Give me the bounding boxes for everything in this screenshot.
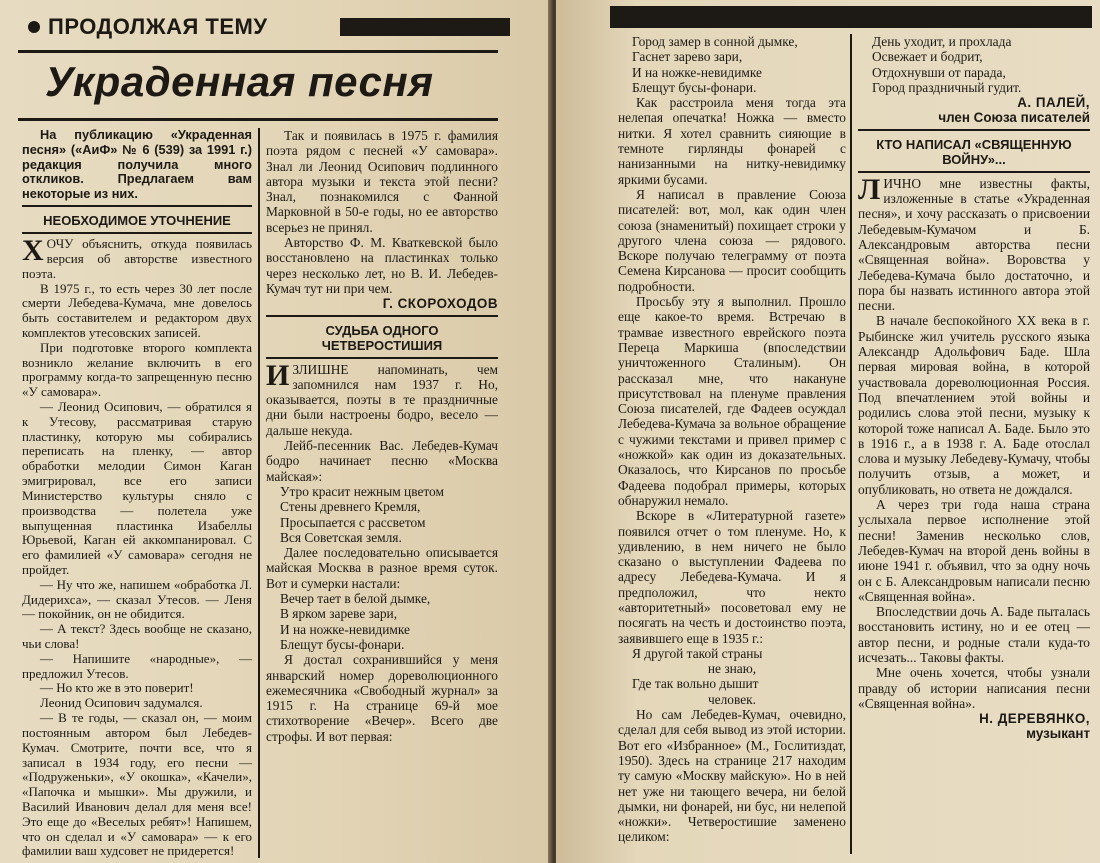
paragraph: — Ну что же, напишем «обработка Л. Дидерихса», — сказал Утесов. — Леня — покойник, он не обидится. xyxy=(22,576,252,622)
poem-line: Стены древнего Кремля, xyxy=(280,499,421,515)
column-2 xyxy=(266,128,498,744)
signature: Н. ДЕРЕВЯНКО, xyxy=(979,711,1090,727)
poem-line: Блещут бусы-фонари. xyxy=(280,636,405,652)
rubric-label: ПРОДОЛЖАЯ ТЕМУ xyxy=(48,14,268,39)
poem-line: Город замер в сонной дымке, xyxy=(632,34,798,49)
paragraph: Я достал сохранившийся у меня январский номер дореволюционного ежемесячника «Свободный журнал» за 1915 г. На странице 69-й мое стихотворение «Вечер». Всего две строфы. И вот первая: xyxy=(266,652,498,744)
paragraph: При подготовке второго комплекта возникло желание включить в его программу когда-то запрещенную песню «У самовара». xyxy=(22,339,252,400)
lead-text: На публикацию «Украденная песня» («АиФ» № 6 (539) за 1991 г.) редакция получила много откликов. Предлагаем вам некоторые из них. xyxy=(22,127,252,202)
column-divider xyxy=(258,128,260,858)
drop-cap: Х xyxy=(22,234,44,268)
divider xyxy=(18,118,498,121)
divider xyxy=(22,232,252,234)
bullet-icon xyxy=(28,21,40,33)
article-title: СУДЬБА ОДНОГО ЧЕТВЕРОСТИШИЯ xyxy=(321,322,443,353)
article-title: НЕОБХОДИМОЕ УТОЧНЕНИЕ xyxy=(43,213,231,229)
rubric-header xyxy=(18,14,498,40)
drop-cap: И xyxy=(266,358,290,392)
paragraph: Но сам Лебедев-Кумач, очевидно, сделал для себя вывод из этой истории. Вот его «Избранное» (М., Гослитиздат, 1950). Здесь на странице 217 находим ту самую «Москву майскую». Но в ней нет уже ни тающего вечера, ни белой дымки, ни фонарей, ни бус, ни нелепой «ножки». Четверостишие заменено целиком: xyxy=(618,707,846,845)
article-title: КТО НАПИСАЛ «СВЯЩЕННУЮ ВОЙНУ»... xyxy=(876,136,1072,167)
column-3 xyxy=(618,34,846,845)
paragraph: Просьбу эту я выполнил. Прошло еще какое-то время. Встречаю в трамвае известного еврейского поэта Переца Маркиша (впоследствии уничтоженного Сталиным). Он рассказал мне, что накануне присутствовал на пленуме правления Союза писателей, где Фадеев осуждал Лебедева-Кумача за вольное обращение с чужими текстами и привел пример с «ножкой» как один из доказательных. Оказалось, что Кирсанов по просьбе Фадеева подобрал примеры, которых обнаружил немало. xyxy=(618,294,846,508)
paragraph: Леонид Осипович задумался. xyxy=(40,695,203,711)
signature-role: член Союза писателей xyxy=(938,110,1090,126)
rubric-bar xyxy=(340,18,510,36)
drop-cap: Л xyxy=(858,172,881,206)
divider xyxy=(22,205,252,207)
paragraph: — В те годы, — сказал он, — моим постоянным автором был Лебедев-Кумач. Смотрите, почти все, что я записал в 1934 году, его песни — «Подруженьки», «У окошка», «Качели», «Папочка и мышки». Мы дружили, и Василий Иванович делал для меня все! Это еще до «Веселых ребят»! Напишем, что он сделал и «У самовара» — к его фамилии ваш худсовет не придерется! xyxy=(22,710,252,859)
paragraph: Авторство Ф. М. Кваткевской было восстановлено на пластинках только через несколько лет, но В. И. Лебедев-Кумач тут ни при чем. xyxy=(266,235,498,296)
poem-line: Город праздничный гудит. xyxy=(872,79,1022,95)
poem-line: Блещут бусы-фонари. xyxy=(632,79,757,95)
paragraph: — Но кто же в это поверит! xyxy=(40,680,194,696)
signature-role: музыкант xyxy=(1026,726,1090,742)
paragraph: ЛИЧНО мне известны факты, изложенные в статье «Украденная песня», и хочу рассказать о присвоении Лебедевым-Кумачом и Б. Александровым авторства песни «Священная война». Воровства у Лебедева-Кумача было достаточно, и пора бы назвать истинного автора этой песни. xyxy=(858,172,1090,314)
paragraph: Впоследствии дочь А. Баде пыталась восстановить истину, но и ее отец — автор песни, и родные стали куда-то исчезать... Таковы факты. xyxy=(858,604,1090,665)
right-page xyxy=(556,0,1100,863)
paragraph: Я написал в правление Союза писателей: вот, мол, как один член союза (знаменитый) похищает строки у другого члена союза — рядового. Вскоре получаю телеграмму от поэта Семена Кирсанова — просит сообщить подробности. xyxy=(618,186,846,294)
poem-line: И на ножке-невидимке xyxy=(280,621,410,637)
signature: Г. СКОРОХОДОВ xyxy=(382,296,498,312)
poem-line: не знаю, xyxy=(707,661,757,677)
column-4 xyxy=(858,34,1090,742)
paragraph: ХОЧУ объяснить, откуда появилась версия об авторстве известного поэта. xyxy=(22,234,252,281)
poem-line: человек. xyxy=(707,691,757,707)
paragraph: А через три года наша страна услыхала первое исполнение этой песни! Заменив несколько слов, Лебедев-Кумач на второй день войны в июне 1941 г. объявил, что за одну ночь он с Б. Александровым написали песню «Священная война». xyxy=(858,497,1090,604)
paragraph: Как расстроила меня тогда эта нелепая опечатка! Ножка — вместо нитки. Я хотел сравнить сияющие в темноте гирлянды фонарей с нанизанными на нитку-невидимку яркими бусами. xyxy=(618,95,846,187)
poem-line: Где так вольно дышит xyxy=(632,676,759,692)
divider xyxy=(858,171,1090,173)
paragraph: — Леонид Осипович, — обратился я к Утесову, рассматривая старую пластинку, которую мы собирались переписать на пленку, — автор обработки мелодии Симон Каган эмигрировал, все его записи Министерство культуры сняло с производства — полетела уже выпущенная пластинка Изабеллы Юрьевой, Каган ей аккомпанировал. С его фамилией «У самовара» сегодня не пройдет. xyxy=(22,399,252,577)
divider xyxy=(266,357,498,359)
paragraph: Лейб-песенник Вас. Лебедев-Кумач бодро начинает песню «Москва майская»: xyxy=(266,438,498,484)
poem-line: Вечер тает в белой дымке, xyxy=(280,591,431,607)
poem-line: В ярком зареве зари, xyxy=(280,606,398,622)
paragraph: Вскоре в «Литературной газете» появился отчет о том пленуме. Но, к удивлению, в нем ничего не было сказано о выступлении Фадеева по адресу Лебедева-Кумача. И я предположил, что некто «авторитетный» посоветовал ему не посягать на честь и достоинство поэта, заявившего еще в 1935 г.: xyxy=(618,508,846,646)
paragraph: Мне очень хочется, чтобы узнали правду об истории написания песни «Священная война». xyxy=(858,665,1090,711)
poem-line: И на ножке-невидимке xyxy=(632,64,762,80)
divider xyxy=(266,315,498,317)
headline: Украденная песня xyxy=(45,58,434,105)
column-1 xyxy=(22,128,252,859)
paragraph: В начале беспокойного XX века в г. Рыбинске жил учитель русского языка Александр Адольфович Баде. Шла первая мировая война, в которой участвовала дореволюционная Россия. Под впечатлением этой войны и родились слова этой песни, музыку к которой тоже написал А. Баде. Было это в 1916 г., а в 1938 г. А. Баде отослал слова и музыку Лебедеву-Кумачу, чтобы получить отзыв, а может, и опубликовать, но ответа не дождался. xyxy=(858,313,1090,497)
poem-line: Просыпается с рассветом xyxy=(280,514,426,530)
paragraph: — Напишите «народные», — предложил Утесов. xyxy=(22,650,252,681)
top-bar xyxy=(610,6,1092,28)
divider xyxy=(858,129,1090,131)
column-divider xyxy=(850,34,852,854)
poem-line: День уходит, и прохлада xyxy=(872,34,1012,49)
paragraph: ИЗЛИШНЕ напоминать, чем запомнился нам 1937 г. Но, оказывается, поэты в те праздничные дни были настроены бодро, весело — дальше некуда. xyxy=(266,358,498,438)
divider xyxy=(18,50,498,53)
paragraph: Далее последовательно описывается майская Москва в разное время суток. Вот и сумерки настали: xyxy=(266,545,498,591)
poem-line: Утро красит нежным цветом xyxy=(280,483,444,499)
paragraph: Так и появилась в 1975 г. фамилия поэта рядом с песней «У самовара». Знал ли Леонид Осипович подлинного автора музыки и текста этой песни? Знал, познакомился с Фанной Марковной в 50-е годы, но ее авторство всерьез не принял. xyxy=(266,128,498,235)
poem-line: Отдохнувши от парада, xyxy=(872,64,1006,80)
paragraph: В 1975 г., то есть через 30 лет после смерти Лебедева-Кумача, мне довелось быть составителем и редактором двух комплектов утесовских записей. xyxy=(22,280,252,340)
poem-line: Я другой такой страны xyxy=(632,645,763,661)
paragraph: — А текст? Здесь вообще не сказано, чьи слова! xyxy=(22,621,252,651)
poem-line: Вся Советская земля. xyxy=(280,529,402,545)
poem-line: Освежает и бодрит, xyxy=(872,49,983,65)
poem-line: Гаснет зарево зари, xyxy=(632,49,743,65)
signature: А. ПАЛЕЙ, xyxy=(1017,95,1090,111)
